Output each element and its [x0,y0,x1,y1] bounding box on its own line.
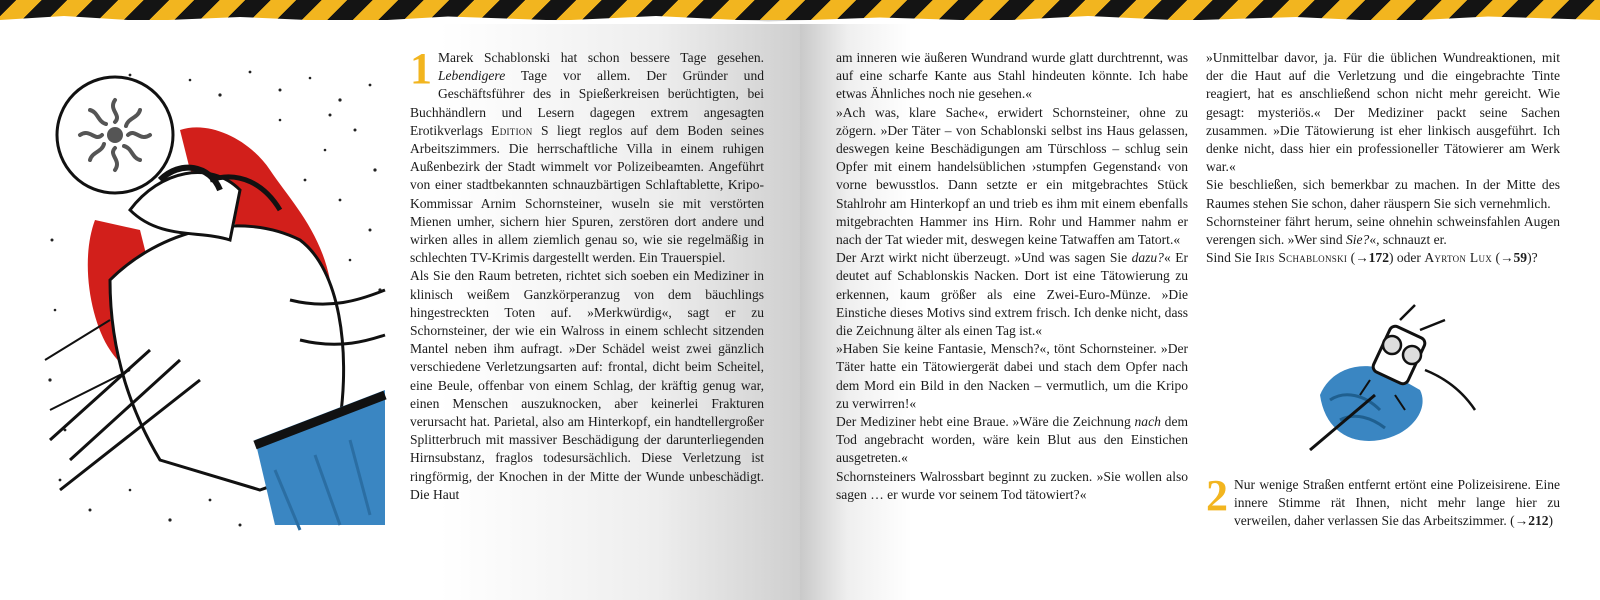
text-run: nach [1134,414,1161,430]
text-run: Tage vor allem. Der Gründer und Geschäftsführer des in Spießerkreisen berüchtigten, bei Buchhändlern und Lesern dagegen extrem angesagten Erotikverlags [410,68,764,138]
text-run: dem Tod angebracht worden, wäre kein Blut aus den Einstichen ausgetreten.« [836,414,1188,466]
tattoo-machine-illustration [1300,300,1485,460]
paragraph [836,249,1188,340]
section-number-1: 1 [410,44,432,93]
text-run: Sind Sie [1206,250,1255,266]
paragraph: Sie beschließen, sich bemerkbar zu machen. In der Mitte des Raumes stehen Sie schon, daher räuspern Sie sich vernehmlich. [1206,177,1560,211]
choice-iris-schablonski[interactable]: Iris Schablonski [1254,250,1348,266]
paragraph [410,44,764,267]
paragraph: Als Sie den Raum betreten, richtet sich soeben ein Mediziner in klinisch weißem Ganzkörperanzug von dem bäuchlings hingestreckten Toten auf. »Merkwürdig«, sagt er zu Schornsteiner, der wie ein Walross in einem schlecht sitzenden Mantel neben ihm aufragt. »Der Schädel weist zwei gänzlich verschiedene Verletzungsarten auf: frontal, dicht beim Scheitel, eine Beule, offenbar von einem Schlag, der kräftig genug war, einen Menschen auszuknocken, aber keinerlei Frakturen verursacht hat. Parietal, also am Hinterkopf, ein handtellergroßer Splitterbruch mit massiver Beschädigung der darunterliegenden Hirnsubstanz, fraglos todesursächlich. Diese Verletzung ist ringförmig, der Knochen in der Mitte der Wunde unbeschädigt. Die Haut [410,268,764,502]
paragraph: »Unmittelbar davor, ja. Für die üblichen Wundreaktionen, mit der die Haut auf die Verletzung und die eingebrachte Tinte reagiert, hat es anschließend schon nicht mehr gereicht. Wie gesagt: mysteriös.« Der Mediziner packt seine Sachen zusammen. »Die Tätowierung ist eher linkisch ausgeführt. Ich denke nicht, dass hier ein professioneller Tätowierer am Werk war.« [1206,50,1560,175]
paragraph [1206,213,1560,249]
paragraph [836,413,1188,468]
paragraph: »Haben Sie keine Fantasie, Mensch?«, tönt Schornsteiner. »Der Täter hatte ein Tätowiergerät dabei und stach dem Opfer nach dem Mord ein Bild in den Nacken – vermutlich, um die Kripo zu verwirren!« [836,341,1188,411]
choice-paragraph [1206,249,1560,267]
text-run: dazu? [1131,250,1164,266]
text-run: )? [1527,250,1538,266]
crime-scene-illustration [40,60,390,535]
text-run: Nur wenige Straßen entfernt ertönt eine Polizeisirene. Eine innere Stimme rät Ihnen, nicht mehr lange hier zu verweilen, daher verlassen Sie das Arbeitszimmer. ( [1234,477,1560,529]
text-column-2 [836,49,1188,504]
text-run: Der Mediziner hebt eine Braue. »Wäre die Zeichnung [836,414,1135,430]
paragraph: am inneren wie äußeren Wundrand wurde glatt durchtrennt, was auf eine scharfe Kante aus Stahl hindeuten könnte. Ich habe etwas Ähnliches noch nie gesehen.« [836,50,1188,102]
paragraph: Schornsteiners Walrossbart beginnt zu zucken. »Sie wollen also sagen … er wurde vor seinem Tod tätowiert?« [836,468,1188,502]
paragraph: »Ach was, klare Sache«, erwidert Schornsteiner, ohne zu zögern. »Der Täter – von Schablonski selbst ins Haus gelassen, deswegen keine Beschädigungen am Türschloss – schlug sein Opfer mit einem handelsüblichen ›stumpfen Gegenstand‹ von vorne bewusstlos. Dann setzte er ein mitgebrachtes Stück Stahlrohr am Hinterkopf an und trieb es ihm mit einem ebenfalls mitgebrachten Hammer ins Hirn. Rohr und Hammer nahm er nach der Tat wieder mit, deswegen keine Tatwaffen am Tatort.« [836,104,1188,248]
text-run: ) [1548,513,1554,529]
goto-59-link[interactable]: →59 [1499,250,1528,266]
section-number-2: 2 [1206,471,1228,520]
choice-ayrton-lux[interactable]: Ayrton Lux [1424,250,1493,266]
goto-172-link[interactable]: →172 [1355,250,1389,266]
text-run: Sie? [1345,232,1370,248]
text-run: Der Arzt wirkt nicht überzeugt. »Und was sagen Sie [836,250,1132,266]
text-run: Lebendigere [438,68,506,84]
text-run: ( [1347,250,1356,266]
text-run: ( [1492,250,1500,266]
text-section-2 [1206,471,1560,531]
text-run: liegt reglos auf dem Boden seines Arbeitszimmers. Die herrschaftliche Villa in einem ruhigen Außenbezirk der Stadt wimmelt vor Polizeibeamten. Angeführt von einer stadtbekannten schnauzbärtigen Schlaftablette, Kripo-Kommissar Arnim Schornsteiner, wuseln sie mit verstörten Mienen umher, sichern hier Spuren, zerstören dort andere und wirken alles in allem ziemlich genau so, wie sie regelmäßig in schlechten TV-Krimis dargestellt werden. Ein Trauerspiel. [410,122,764,266]
goto-212-link[interactable]: →212 [1514,513,1549,529]
text-run: « Er deutet auf Schablonskis Nacken. Dort ist eine Tätowierung zu erkennen, kaum größer als eine Zwei-Euro-Münze. »Die Einstiche dieses Motivs sind extrem frisch. Ich denke nicht, dass die Zeichnung älter als einen Tag ist.« [836,250,1188,339]
publisher-name: Edition S [491,122,549,138]
text-column-1 [410,44,764,504]
text-run: ) oder [1388,250,1425,266]
text-run: Marek Schablonski hat schon bessere Tage gesehen. [438,50,764,65]
text-column-3 [1206,49,1560,267]
text-run: «, schnauzt er. [1369,232,1447,248]
paragraph [1206,471,1560,531]
text-run: Schornsteiner fährt herum, seine ohnehin schweinsfahlen Augen verengen sich. »Wer sind [1206,213,1560,248]
